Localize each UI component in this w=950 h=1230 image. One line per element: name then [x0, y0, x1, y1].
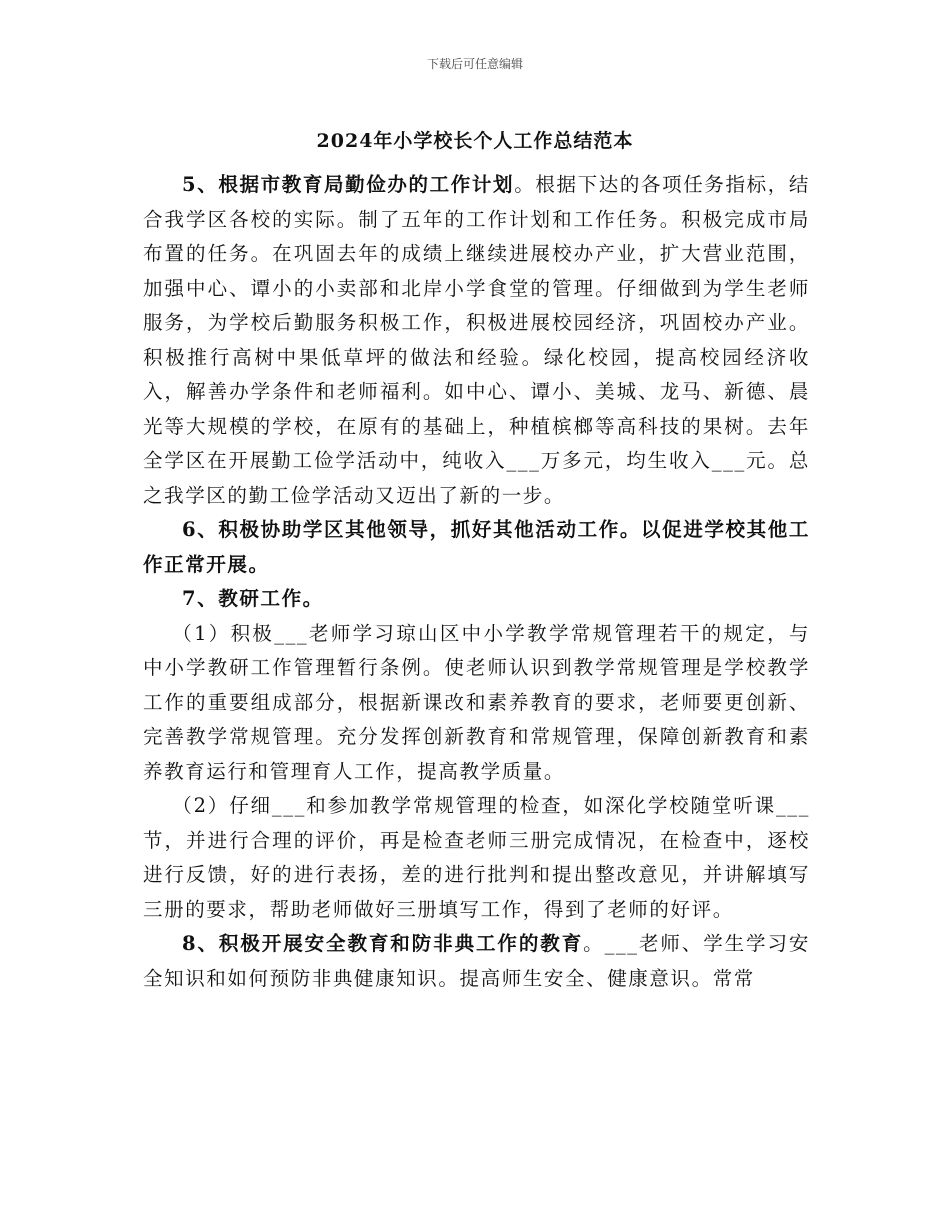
- paragraph-5-text: 。根据下达的各项任务指标，结合我学区各校的实际。制了五年的工作计划和工作任务。积极完成市局布置的任务。在巩固去年的成绩上继续进展校办产业，扩大营业范围，加强中心、谭小的小卖部和北岸小学食堂的管理。仔细做到为学生老师服务，为学校后勤服务积极工作，积极进展校园经济，巩固校办产业。积极推行高树中果低草坪的做法和经验。绿化校园，提高校园经济收入，解善办学条件和老师福利。如中心、谭小、美城、龙马、新德、晨光等大规模的学校，在原有的基础上，种植槟榔等高科技的果树。去年全学区在开展勤工俭学活动中，纯收入___万多元，均生收入___元。总之我学区的勤工俭学活动又迈出了新的一步。: [143, 173, 811, 507]
- paragraph-6: 6、积极协助学区其他领导，抓好其他活动工作。以促进学校其他工作正常开展。: [143, 518, 810, 576]
- paragraph-7-2: （2）仔细___和参加教学常规管理的检查，如深化学校随堂听课___节，并进行合理的评价，再是检查老师三册完成情况，在检查中，逐校进行反馈，好的进行表扬，差的进行批判和提出整改意见，并讲解填写三册的要求，帮助老师做好三册填写工作，得到了老师的好评。: [143, 794, 810, 921]
- paragraph-7-1: （1）积极___老师学习琼山区中小学教学常规管理若干的规定，与中小学教研工作管理暂行条例。使老师认识到教学常规管理是学校教学工作的重要组成部分，根据新课改和素养教育的要求，老师要更创新、完善教学常规管理。充分发挥创新教育和常规管理，保障创新教育和素养教育运行和管理育人工作，提高教学质量。: [143, 621, 810, 783]
- document-title: 2024年小学校长个人工作总结范本: [316, 130, 634, 152]
- paragraph-8-heading: 8、积极开展安全教育和防非典工作的教育: [182, 932, 584, 955]
- paragraph-7-heading: 7、教研工作。: [182, 587, 324, 610]
- paragraph-8: [143, 927, 810, 996]
- paragraph-5: [143, 168, 810, 513]
- paragraph-5-heading: 5、根据市教育局勤俭办的工作计划: [182, 173, 515, 196]
- document-body: [143, 168, 810, 996]
- paragraph-8-text: 。___老师、学生学习安全知识和如何预防非典健康知识。提高师生安全、健康意识。常常: [143, 932, 811, 990]
- page-header-note: 下载后可任意编辑: [426, 57, 523, 71]
